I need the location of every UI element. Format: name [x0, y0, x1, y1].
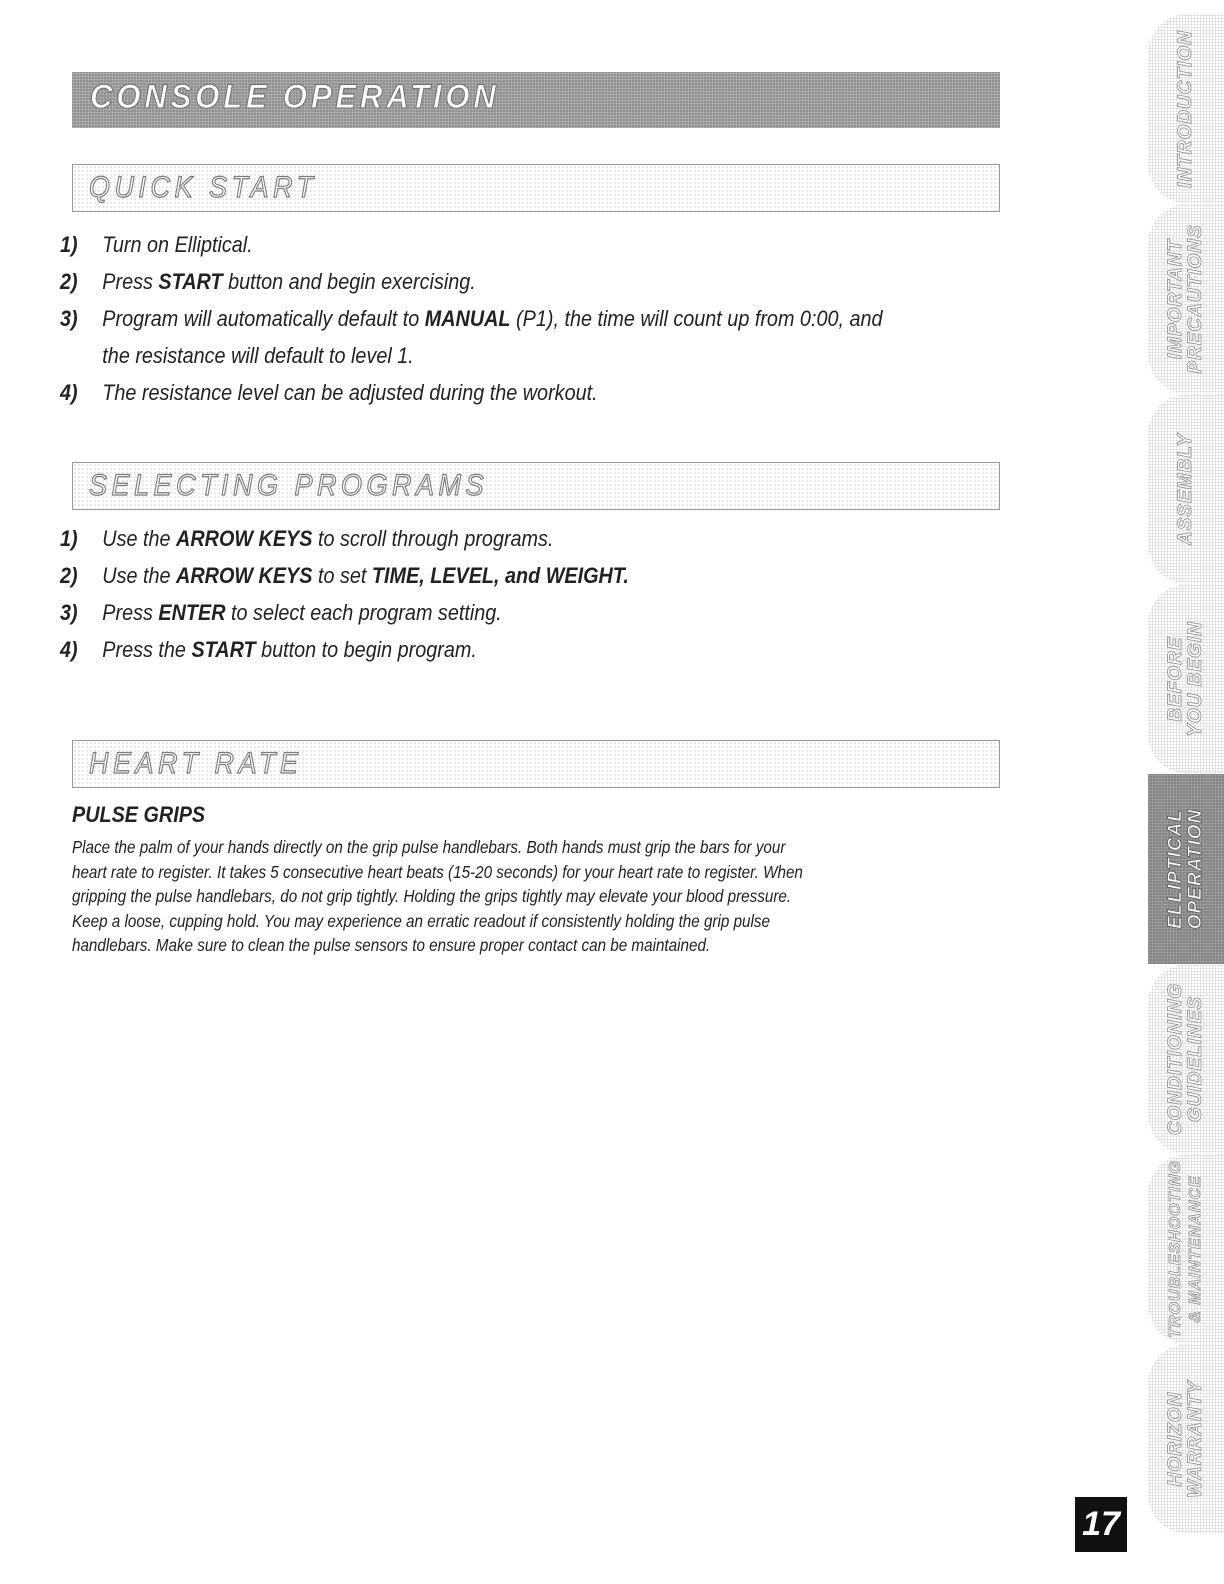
pulse-grips-heading: PULSE GRIPS [72, 802, 206, 827]
list-item: 3) Program will automatically default to MANUAL (P1), the time will count up from 0:00, and the resistance will default to level 1. [60, 306, 883, 368]
paragraph-line: handlebars. Make sure to clean the pulse sensors to ensure proper contact can be maintained. [72, 935, 711, 955]
selecting-programs-header [72, 462, 1000, 510]
quick-start-steps [60, 226, 1020, 411]
tab-assembly[interactable]: ASSEMBLY [1148, 394, 1224, 584]
list-item: 1) Turn on Elliptical. [60, 232, 253, 257]
tab-horizon-warranty[interactable]: HORIZON WARRANTY [1148, 1344, 1224, 1534]
list-item: 3) Press ENTER to select each program setting. [60, 600, 502, 625]
paragraph-line: gripping the pulse handlebars, do not grip tightly. Holding the grips tightly may elevate your blood pressure. [72, 886, 792, 906]
list-item: 4) Press the START button to begin program. [60, 637, 477, 662]
paragraph-line: Place the palm of your hands directly on the grip pulse handlebars. Both hands must grip the bars for your [72, 837, 786, 857]
page-number: 17 [1075, 1497, 1127, 1552]
tab-important-precautions[interactable]: IMPORTANT PRECAUTIONS [1148, 204, 1224, 394]
tab-troubleshooting-maintenance[interactable]: TROUBLESHOOTING & MAINTENANCE [1148, 1154, 1224, 1344]
heart-rate-title: HEART RATE [89, 747, 303, 780]
selecting-programs-steps [60, 520, 1020, 668]
paragraph-line: Keep a loose, cupping hold. You may experience an erratic readout if consistently holding the grip pulse [72, 910, 770, 931]
tab-before-you-begin[interactable]: BEFORE YOU BEGIN [1148, 584, 1224, 774]
quick-start-title: QUICK START [89, 171, 318, 204]
paragraph-line: heart rate to register. It takes 5 consecutive heart beats (15-20 seconds) for your heart rate to register. When [72, 861, 803, 882]
selecting-programs-title: SELECTING PROGRAMS [89, 469, 489, 502]
heart-rate-header [72, 740, 1000, 788]
pulse-grips-paragraph [72, 835, 951, 958]
page-title: CONSOLE OPERATION [90, 78, 500, 116]
list-item: 4) The resistance level can be adjusted during the workout. [60, 380, 598, 405]
tab-elliptical-operation[interactable]: ELLIPTICAL OPERATION [1148, 774, 1224, 964]
quick-start-header [72, 164, 1000, 212]
list-item: 2) Use the ARROW KEYS to set TIME, LEVEL, and WEIGHT. [60, 563, 629, 588]
list-item: 2) Press START button and begin exercising. [60, 269, 476, 294]
section-banner [72, 72, 1000, 128]
list-item: 1) Use the ARROW KEYS to scroll through programs. [60, 526, 554, 551]
tab-conditioning-guidelines[interactable]: CONDITIONING GUIDELINES [1148, 964, 1224, 1154]
tab-introduction[interactable]: INTRODUCTION [1148, 14, 1224, 204]
